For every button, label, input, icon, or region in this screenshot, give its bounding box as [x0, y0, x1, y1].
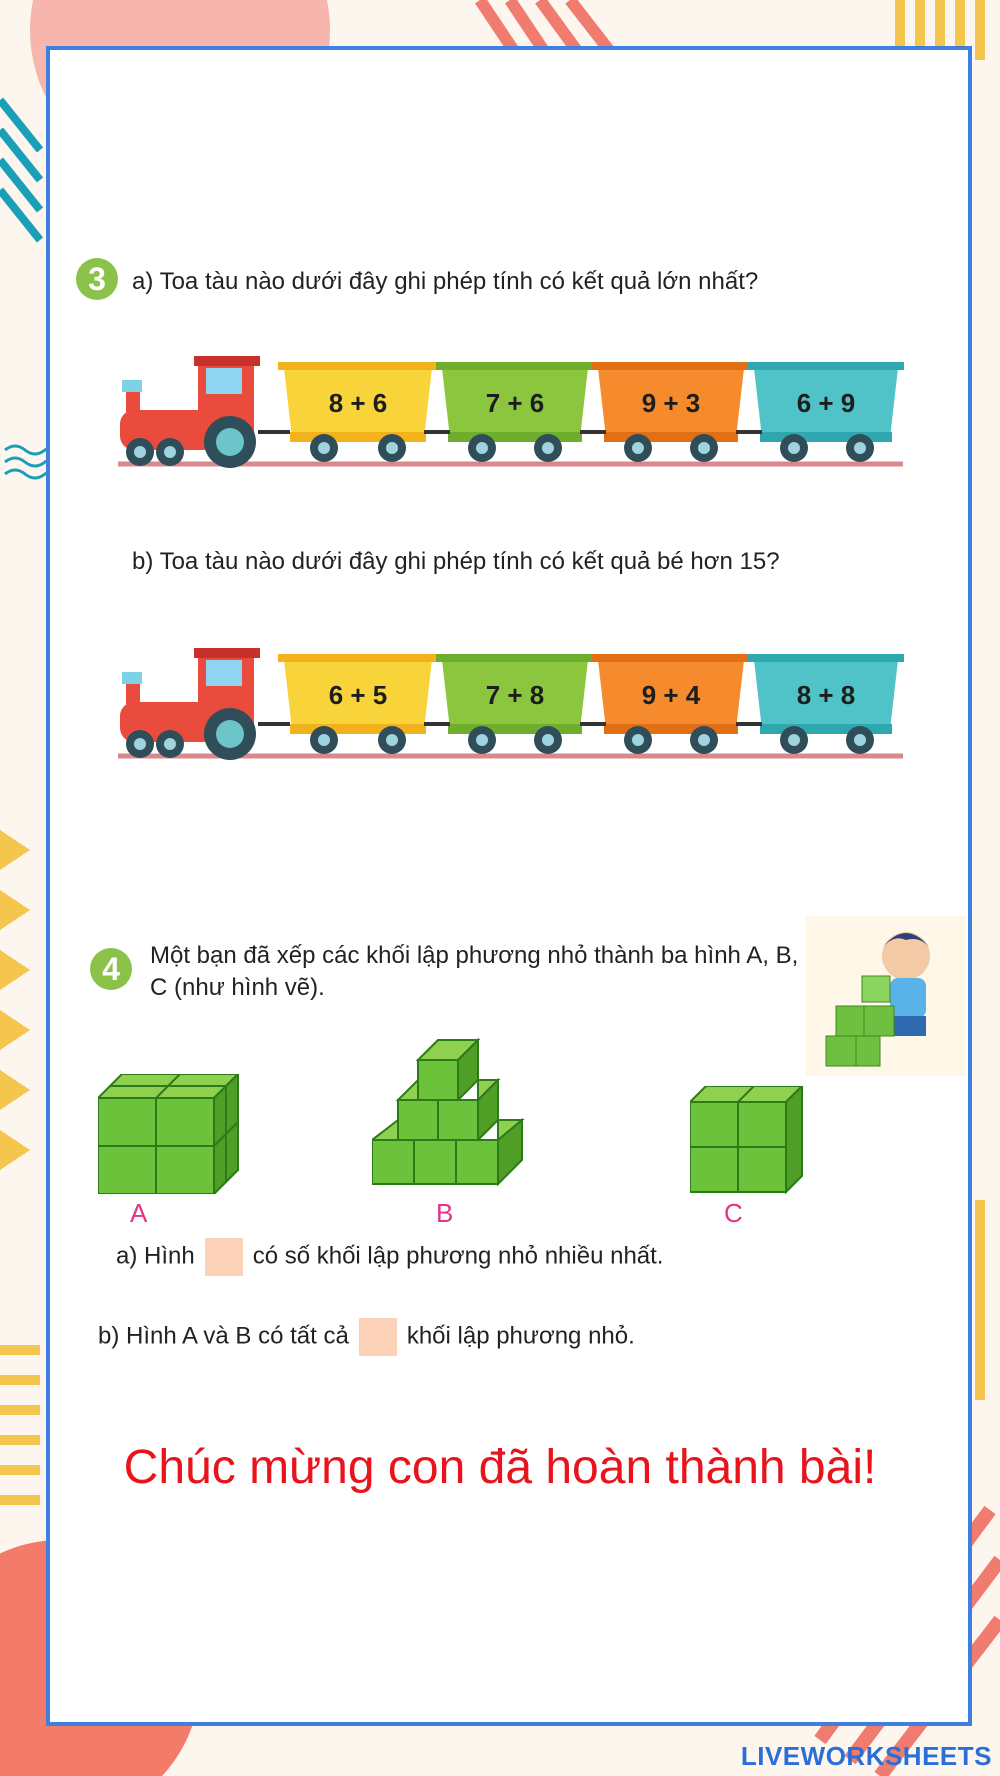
- answer-box-4b[interactable]: [359, 1318, 397, 1356]
- question-3b-text: b) Toa tàu nào dưới đây ghi phép tính có kết quả bé hơn 15?: [132, 548, 780, 575]
- shape-label-b: B: [436, 1198, 454, 1228]
- shape-label-a: A: [130, 1198, 148, 1228]
- wagon-a-1[interactable]: [278, 362, 438, 462]
- question-4a-line: [116, 1238, 663, 1276]
- wagon-b-3[interactable]: [592, 654, 750, 754]
- question-4a-suffix: có số khối lập phương nhỏ nhiều nhất.: [252, 1242, 664, 1270]
- wagon-a-1-label: 8 + 6: [328, 388, 388, 418]
- wagon-b-4[interactable]: [748, 654, 904, 754]
- cube-shape-c: [690, 1086, 810, 1196]
- answer-box-4a[interactable]: [205, 1238, 243, 1276]
- wagon-a-4-label: 6 + 9: [796, 388, 856, 418]
- wagon-a-2-label: 7 + 6: [485, 388, 545, 418]
- congratulations-message: Chúc mừng con đã hoàn thành bài!: [123, 1441, 877, 1494]
- liveworksheets-logo[interactable]: LIVEWORKSHEETS: [740, 1741, 992, 1771]
- train-a: [118, 352, 908, 472]
- wagon-a-4[interactable]: [748, 362, 904, 462]
- question-4a-prefix: a) Hình: [116, 1242, 195, 1270]
- locomotive-b: [120, 648, 260, 760]
- question-4b-prefix: b) Hình A và B có tất cả: [98, 1322, 349, 1350]
- wagon-a-2[interactable]: [436, 362, 594, 462]
- wagon-b-1[interactable]: [278, 654, 438, 754]
- cube-shape-b: [372, 1034, 542, 1194]
- question-4b-suffix: khối lập phương nhỏ.: [406, 1322, 635, 1350]
- shape-label-c: C: [724, 1198, 743, 1228]
- cube-shape-a: [98, 1074, 248, 1194]
- locomotive-a: [120, 356, 260, 468]
- wagon-b-4-label: 8 + 8: [796, 680, 856, 710]
- question-3a-text: a) Toa tàu nào dưới đây ghi phép tính có kết quả lớn nhất?: [132, 268, 759, 295]
- train-b: [118, 644, 908, 764]
- wagon-b-1-label: 6 + 5: [328, 680, 388, 710]
- question-4b-line: [98, 1318, 635, 1356]
- wagon-a-3-label: 9 + 3: [641, 388, 701, 418]
- question-3-badge: 3: [76, 258, 118, 300]
- wagon-b-2-label: 7 + 8: [485, 680, 545, 710]
- wagon-b-3-label: 9 + 4: [641, 680, 701, 710]
- question-4-intro: Một bạn đã xếp các khối lập phương nhỏ thành ba hình A, B, C (như hình vẽ).: [150, 942, 799, 1001]
- boy-with-blocks-illustration: [806, 916, 966, 1076]
- wagon-b-2[interactable]: [436, 654, 594, 754]
- question-4-badge: 4: [90, 948, 132, 990]
- wagon-a-3[interactable]: [592, 362, 750, 462]
